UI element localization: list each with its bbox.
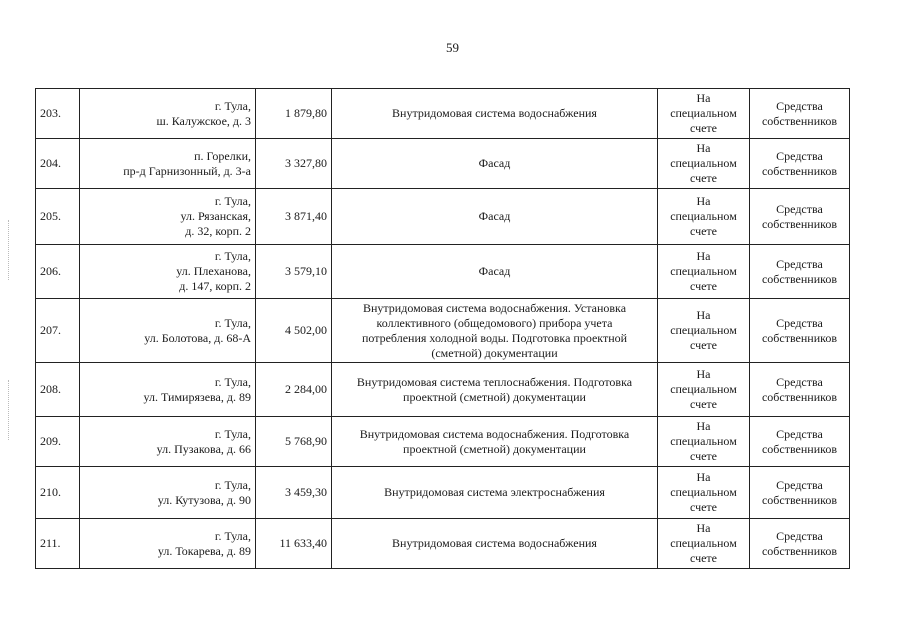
row-number: 209. (36, 417, 80, 467)
address-line: г. Тула, (214, 315, 251, 330)
account-line: счете (689, 171, 718, 185)
works-line: Внутридомовая система водоснабжения. Установка (362, 300, 627, 315)
funding-source-line: собственников (761, 330, 838, 345)
funding-source-cell (750, 245, 850, 299)
works-line: Внутридомовая система электроснабжения (384, 485, 605, 499)
table-row (36, 245, 850, 299)
works-cell (332, 299, 658, 363)
works-line: Внутридомовая система теплоснабжения. Подготовка (356, 374, 633, 389)
table-row (36, 519, 850, 569)
address-cell (80, 417, 256, 467)
address-line: ул. Тимирязева, д. 89 (143, 389, 251, 404)
table-row (36, 467, 850, 519)
funding-source-cell (750, 139, 850, 189)
works-cell (332, 139, 658, 189)
address-cell (80, 89, 256, 139)
works-line: Фасад (478, 209, 511, 223)
works-line: Внутридомовая система водоснабжения. Подготовка (359, 426, 630, 441)
funding-source-cell (750, 189, 850, 245)
works-cell (332, 363, 658, 417)
area-value: 5 768,90 (256, 417, 332, 467)
area-value: 4 502,00 (256, 299, 332, 363)
funding-source-cell (750, 417, 850, 467)
works-line: Внутридомовая система водоснабжения (392, 106, 597, 120)
address-line: г. Тула, (214, 374, 251, 389)
funding-source-cell (750, 363, 850, 417)
account-cell (658, 363, 750, 417)
address-line: д. 147, корп. 2 (179, 279, 251, 293)
margin-marks (8, 220, 10, 280)
works-line: Фасад (478, 264, 511, 278)
account-line: На (696, 249, 711, 263)
address-cell (80, 363, 256, 417)
account-cell (658, 89, 750, 139)
area-value: 3 327,80 (256, 139, 332, 189)
account-line: На (696, 91, 711, 105)
account-cell (658, 245, 750, 299)
works-cell (332, 245, 658, 299)
funding-source-line: Средства (776, 528, 823, 543)
table-row (36, 417, 850, 467)
table-row (36, 89, 850, 139)
works-cell (332, 189, 658, 245)
address-line: ул. Рязанская, (180, 209, 251, 223)
row-number: 211. (36, 519, 80, 569)
account-line: На (696, 521, 711, 535)
works-line: коллективного (общедомового) прибора учета (376, 315, 613, 330)
funding-source-line: Средства (776, 148, 823, 163)
funding-source-line: Средства (776, 426, 823, 441)
account-line: счете (689, 397, 718, 411)
area-value: 1 879,80 (256, 89, 332, 139)
works-cell (332, 519, 658, 569)
address-line: ул. Болотова, д. 68-А (144, 330, 251, 345)
account-line: счете (689, 338, 718, 352)
funding-source-line: Средства (776, 256, 823, 271)
account-line: специальном (670, 536, 737, 550)
account-cell (658, 417, 750, 467)
table-row (36, 299, 850, 363)
account-line: специальном (670, 106, 737, 120)
works-line: Фасад (478, 156, 511, 170)
address-line: ул. Пузакова, д. 66 (156, 441, 251, 456)
row-number: 208. (36, 363, 80, 417)
funding-source-line: Средства (776, 98, 823, 113)
works-line: проектной (сметной) документации (403, 441, 586, 456)
funding-source-line: Средства (776, 315, 823, 330)
funding-source-line: собственников (761, 113, 838, 128)
row-number: 206. (36, 245, 80, 299)
funding-source-line: собственников (761, 216, 838, 231)
account-line: счете (689, 224, 718, 238)
table-row (36, 363, 850, 417)
address-line: п. Горелки, (194, 148, 251, 163)
address-cell (80, 189, 256, 245)
funding-source-line: собственников (761, 441, 838, 456)
table-row (36, 189, 850, 245)
funding-source-cell (750, 519, 850, 569)
funding-source-line: собственников (761, 389, 838, 404)
account-line: специальном (670, 209, 737, 223)
account-line: специальном (670, 323, 737, 337)
account-cell (658, 467, 750, 519)
funding-source-cell (750, 467, 850, 519)
funding-source-line: Средства (776, 374, 823, 389)
address-line: пр-д Гарнизонный, д. 3-а (123, 163, 251, 178)
funding-source-line: Средства (776, 477, 823, 492)
account-line: специальном (670, 382, 737, 396)
address-line: д. 32, корп. 2 (185, 224, 251, 238)
works-cell (332, 417, 658, 467)
account-line: На (696, 419, 711, 433)
funding-source-line: собственников (761, 271, 838, 286)
address-line: г. Тула, (214, 426, 251, 441)
table-row (36, 139, 850, 189)
account-line: специальном (670, 156, 737, 170)
address-cell (80, 467, 256, 519)
row-number: 207. (36, 299, 80, 363)
row-number: 203. (36, 89, 80, 139)
works-line: (сметной) документации (431, 345, 558, 360)
area-value: 3 871,40 (256, 189, 332, 245)
account-line: На (696, 470, 711, 484)
account-line: На (696, 308, 711, 322)
funding-source-line: собственников (761, 163, 838, 178)
row-number: 210. (36, 467, 80, 519)
address-cell (80, 245, 256, 299)
account-line: счете (689, 279, 718, 293)
account-cell (658, 189, 750, 245)
account-cell (658, 139, 750, 189)
account-line: На (696, 367, 711, 381)
funding-source-cell (750, 89, 850, 139)
funding-source-line: собственников (761, 492, 838, 507)
address-cell (80, 519, 256, 569)
account-line: специальном (670, 434, 737, 448)
address-line: г. Тула, (214, 528, 251, 543)
works-cell (332, 467, 658, 519)
address-line: г. Тула, (214, 249, 251, 263)
page-number: 59 (446, 40, 459, 55)
funding-source-cell (750, 299, 850, 363)
account-cell (658, 519, 750, 569)
address-line: г. Тула, (214, 477, 251, 492)
address-line: г. Тула, (214, 194, 251, 208)
account-line: счете (689, 449, 718, 463)
address-line: ул. Плеханова, (176, 264, 251, 278)
account-line: счете (689, 500, 718, 514)
account-line: специальном (670, 485, 737, 499)
address-cell (80, 139, 256, 189)
address-line: г. Тула, (214, 98, 251, 113)
funding-source-line: Средства (776, 201, 823, 216)
account-line: счете (689, 551, 718, 565)
account-cell (658, 299, 750, 363)
area-value: 2 284,00 (256, 363, 332, 417)
works-line: потребления холодной воды. Подготовка проектной (361, 330, 628, 345)
funding-source-line: собственников (761, 543, 838, 558)
margin-marks (8, 380, 10, 440)
address-line: ул. Токарева, д. 89 (157, 543, 251, 558)
account-line: специальном (670, 264, 737, 278)
account-line: На (696, 194, 711, 208)
area-value: 3 459,30 (256, 467, 332, 519)
works-line: проектной (сметной) документации (403, 389, 586, 404)
address-cell (80, 299, 256, 363)
row-number: 204. (36, 139, 80, 189)
works-line: Внутридомовая система водоснабжения (392, 536, 597, 550)
account-line: На (696, 141, 711, 155)
repair-works-table (35, 88, 850, 569)
address-line: ш. Калужское, д. 3 (156, 113, 251, 128)
row-number: 205. (36, 189, 80, 245)
account-line: счете (689, 121, 718, 135)
address-line: ул. Кутузова, д. 90 (157, 492, 251, 507)
area-value: 3 579,10 (256, 245, 332, 299)
area-value: 11 633,40 (256, 519, 332, 569)
works-cell (332, 89, 658, 139)
